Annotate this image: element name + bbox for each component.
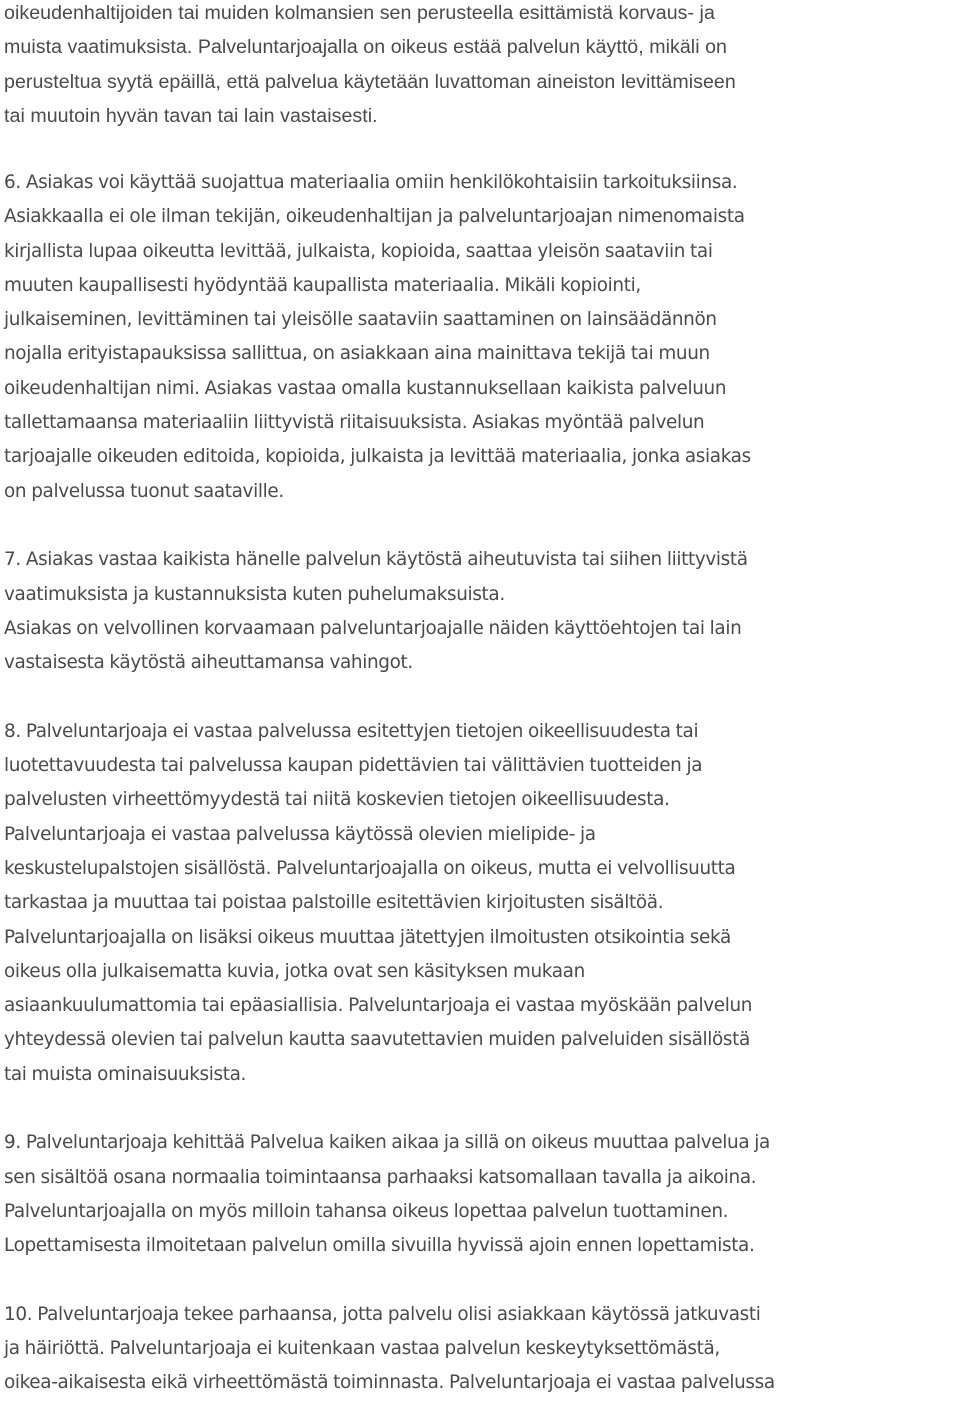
intro-paragraph [4, 0, 960, 133]
text-line: Asiakkaalla ei ole ilman tekijän, oikeudenhaltijan ja palveluntarjoajan nimenomaista [4, 206, 745, 228]
text-line: vastaisesta käytöstä aiheuttamansa vahingot. [4, 652, 413, 674]
text-line: oikea-aikaisesta eikä virheettömästä toiminnasta. Palveluntarjoaja ei vastaa palvelussa [4, 1372, 775, 1394]
text-line: Palveluntarjoaja ei vastaa palvelussa käytössä olevien mielipide- ja [4, 823, 596, 845]
text-line: oikeudenhaltijoiden tai muiden kolmansien sen perusteella esittämistä korvaus- ja [4, 2, 715, 24]
text-line: keskustelupalstojen sisällöstä. Palveluntarjoajalla on oikeus, mutta ei velvollisuutta [4, 857, 736, 879]
text-line: palvelusten virheettömyydestä tai niitä koskevien tietojen oikeellisuudesta. [4, 789, 670, 811]
text-line: Palveluntarjoajalla on myös milloin tahansa oikeus lopettaa palvelun tuottaminen. [4, 1200, 729, 1222]
text-line: oikeus olla julkaisematta kuvia, jotka ovat sen käsityksen mukaan [4, 960, 585, 982]
text-line: 10. Palveluntarjoaja tekee parhaansa, jotta palvelu olisi asiakkaan käytössä jatkuvasti [4, 1303, 761, 1325]
text-line: asiaankuulumattomia tai epäasiallisia. Palveluntarjoaja ei vastaa myöskään palvelun [4, 995, 753, 1017]
text-line: tarkastaa ja muuttaa tai poistaa palstoille esitettävien kirjoitusten sisältöä. [4, 892, 664, 914]
text-line: oikeudenhaltijan nimi. Asiakas vastaa omalla kustannuksellaan kaikista palveluun [4, 377, 727, 399]
section-7 [4, 543, 960, 680]
text-line: nojalla erityistapauksissa sallittua, on asiakkaan aina mainittava tekijä tai muun [4, 343, 710, 365]
text-line: perusteltua syytä epäillä, että palvelua käytetään luvattoman aineiston levittämiseen [4, 70, 736, 93]
section-9 [4, 1126, 960, 1263]
text-line: Lopettamisesta ilmoitetaan palvelun omilla sivuilla hyvissä ajoin ennen lopettamista. [4, 1235, 755, 1257]
text-line: 7. Asiakas vastaa kaikista hänelle palvelun käytöstä aiheutuvista tai siihen liittyvistä [4, 549, 748, 571]
section-10 [4, 1298, 960, 1401]
section-8 [4, 715, 960, 1092]
text-line: muuten kaupallisesti hyödyntää kaupallista materiaalia. Mikäli kopiointi, [4, 274, 641, 296]
text-line: 9. Palveluntarjoaja kehittää Palvelua kaiken aikaa ja sillä on oikeus muuttaa palvelua ja [4, 1132, 770, 1154]
text-line: ja häiriöttä. Palveluntarjoaja ei kuitenkaan vastaa palvelun keskeytyksettömästä, [4, 1338, 720, 1360]
text-line: tai muista ominaisuuksista. [4, 1063, 247, 1085]
text-line: on palvelussa tuonut saataville. [4, 480, 284, 502]
text-line: yhteydessä olevien tai palvelun kautta saavutettavien muiden palveluiden sisällöstä [4, 1029, 750, 1051]
text-line: sen sisältöä osana normaalia toimintaansa parhaaksi katsomallaan tavalla ja aikoina. [4, 1166, 757, 1188]
section-6 [4, 166, 960, 509]
text-line: vaatimuksista ja kustannuksista kuten puhelumaksuista. [4, 583, 505, 605]
text-line: luotettavuudesta tai palvelussa kaupan pidettävien tai välittävien tuotteiden ja [4, 755, 703, 777]
text-line: tarjoajalle oikeuden editoida, kopioida, julkaista ja levittää materiaalia, jonka asiakas [4, 446, 751, 468]
text-line: julkaiseminen, levittäminen tai yleisölle saataviin saattaminen on lainsäädännön [4, 309, 717, 331]
text-line: 8. Palveluntarjoaja ei vastaa palvelussa esitettyjen tietojen oikeellisuudesta tai [4, 720, 699, 742]
text-line: tai muutoin hyvän tavan tai lain vastaisesti. [4, 104, 378, 127]
section-heading: 6. Asiakas voi käyttää suojattua materiaalia omiin henkilökohtaisiin tarkoituksiinsa. [4, 172, 738, 193]
text-line: tallettamaansa materiaaliin liittyvistä riitaisuuksista. Asiakas myöntää palvelun [4, 412, 705, 434]
text-line: Palveluntarjoajalla on lisäksi oikeus muuttaa jätettyjen ilmoitusten otsikointia sekä [4, 926, 731, 948]
text-line: muista vaatimuksista. Palveluntarjoajalla on oikeus estää palvelun käyttö, mikäli on [4, 36, 728, 59]
text-line: kirjallista lupaa oikeutta levittää, julkaista, kopioida, saattaa yleisön saataviin tai [4, 240, 713, 262]
text-line: Asiakas on velvollinen korvaamaan palveluntarjoajalle näiden käyttöehtojen tai lain [4, 617, 742, 639]
terms-body [4, 166, 960, 1401]
